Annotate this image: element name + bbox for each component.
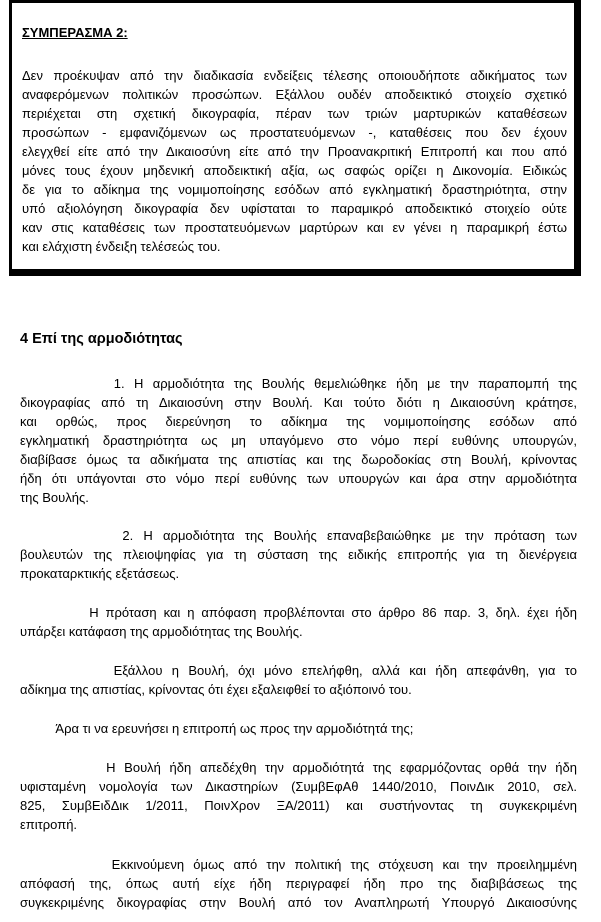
text-line: δικογραφίας από τη Δικαιοσύνη στην Βουλή. Και τούτο διότι η Δικαιοσύνη κράτησε, (20, 395, 577, 410)
paragraph-2 (20, 526, 577, 583)
conclusion-heading: ΣΥΜΠΕΡΑΣΜΑ 2: (22, 25, 128, 40)
text-line: και ελάχιστη ένδειξη τελέσεώς του. (22, 239, 221, 254)
paragraph-3 (20, 603, 577, 641)
text-line: διαβίβασε όμως τα αδικήματα της απιστίας και της δωροδοκίας στη Βουλή, κρίνοντας (20, 452, 577, 467)
text-line: επιτροπή. (20, 817, 78, 832)
text-line: Άρα τι να ερευνήσει η επιτροπή ως προς την αρμοδιότητά της; (20, 721, 414, 736)
text-line: περιέχεται στη σχετική δικογραφία, πέραν των τριών μαρτυρικών καταθέσεων (22, 106, 567, 121)
text-line: υπάρξει κατάφαση της αρμοδιότητας της Βουλής. (20, 624, 303, 639)
text-line: βουλευτών της πλειοψηφίας για τη σύσταση της ειδικής επιτροπής για τη διενέργεια (20, 547, 577, 562)
text-line: Εκκινούμενη όμως από την πολιτική της στόχευση και την προειλημμένη (20, 857, 577, 872)
section-title: 4 Επί της αρμοδιότητας (20, 331, 183, 347)
text-line: προσώπων - εμφανιζόμενων ως προστατευόμενων -, καταθέσεις που δεν έχουν (22, 125, 567, 140)
text-line: εγκληματική δραστηριότητα ως μη υπαγόμενο στο νόμο περί ευθύνης υπουργών, (20, 433, 577, 448)
text-line: προκαταρκτικής εξετάσεως. (20, 566, 180, 581)
text-line: Δεν προέκυψαν από την διαδικασία ενδείξεις τέλεσης οποιουδήποτε αδικήματος των (22, 68, 567, 83)
text-line: συγκεκριμένης δικογραφίας στην Βουλή από τον Αναπληρωτή Υπουργό Δικαιοσύνης (20, 895, 577, 910)
text-line: 2. Η αρμοδιότητα της Βουλής επαναβεβαιώθηκε με την πρόταση των (20, 528, 577, 543)
paragraph-5 (20, 719, 577, 738)
text-line: αδίκημα της απιστίας, κρίνοντας ότι έχει εξαλειφθεί το αξιόποινό του. (20, 682, 412, 697)
conclusion-text (22, 66, 567, 256)
text-line: δε για το αδίκημα της νομιμοποίησης εσόδων από εγκληματική δραστηριότητα, στην (22, 182, 567, 197)
text-line: και ορθώς, προς διερεύνηση το αδίκημα της νομιμοποίησης εσόδων από (20, 414, 577, 429)
text-line: 1. Η αρμοδιότητα της Βουλής θεμελιώθηκε ήδη με την παραπομπή της (20, 376, 577, 391)
text-line: ήδη ότι υπάγονται στο νόμο περί ευθύνης των υπουργών και άρα στην αρμοδιότητα (20, 471, 577, 486)
paragraph-7 (20, 855, 577, 912)
text-line: της Βουλής. (20, 490, 89, 505)
text-line: υπό αξιολόγηση δικογραφία δεν υφίσταται το παραμικρό αποδεικτικό στοιχείο ούτε (22, 201, 567, 216)
paragraph-1 (20, 374, 577, 507)
paragraph-4 (20, 661, 577, 699)
text-line: καν στις καταθέσεις των προστατευόμενων μαρτύρων και εν γένει η παραμικρή έστω (22, 220, 567, 235)
text-line: Εξάλλου η Βουλή, όχι μόνο επελήφθη, αλλά και ήδη απεφάνθη, για το (20, 663, 577, 678)
text-line: μόνες τους έχουν μηδενική αποδεικτική αξία, ως σαφώς ορίζει η Δικονομία. Ειδικώς (22, 163, 567, 178)
text-line: Η Βουλή ήδη απεδέχθη την αρμοδιότητά της εφαρμόζοντας ορθά την ήδη (20, 760, 577, 775)
paragraph-6 (20, 758, 577, 834)
text-line: υφισταμένη νομολογία των Δικαστηρίων (ΣυμβΕφΑθ 1440/2010, ΠοινΔικ 2010, σελ. (20, 779, 577, 794)
text-line: 825, ΣυμβΕιδΔικ 1/2011, ΠοινΧρον ΞΑ/2011) και συστήνοντας τη συγκεκριμένη (20, 798, 577, 813)
text-line: Η πρόταση και η απόφαση προβλέπονται στο άρθρο 86 παρ. 3, δηλ. έχει ήδη (20, 605, 577, 620)
conclusion-box (9, 0, 581, 276)
text-line: αναφερόμενων πολιτικών προσώπων. Εξάλλου ουδέν αποδεικτικό στοιχείο σχετικό (22, 87, 567, 102)
text-line: απόφασή της, όπως αυτή είχε ήδη περιγραφεί ήδη προ της διαβιβάσεως της (20, 876, 577, 891)
text-line: ελεγχθεί είτε από την Δικαιοσύνη είτε από την Προανακριτική Επιτροπή και που από (22, 144, 567, 159)
